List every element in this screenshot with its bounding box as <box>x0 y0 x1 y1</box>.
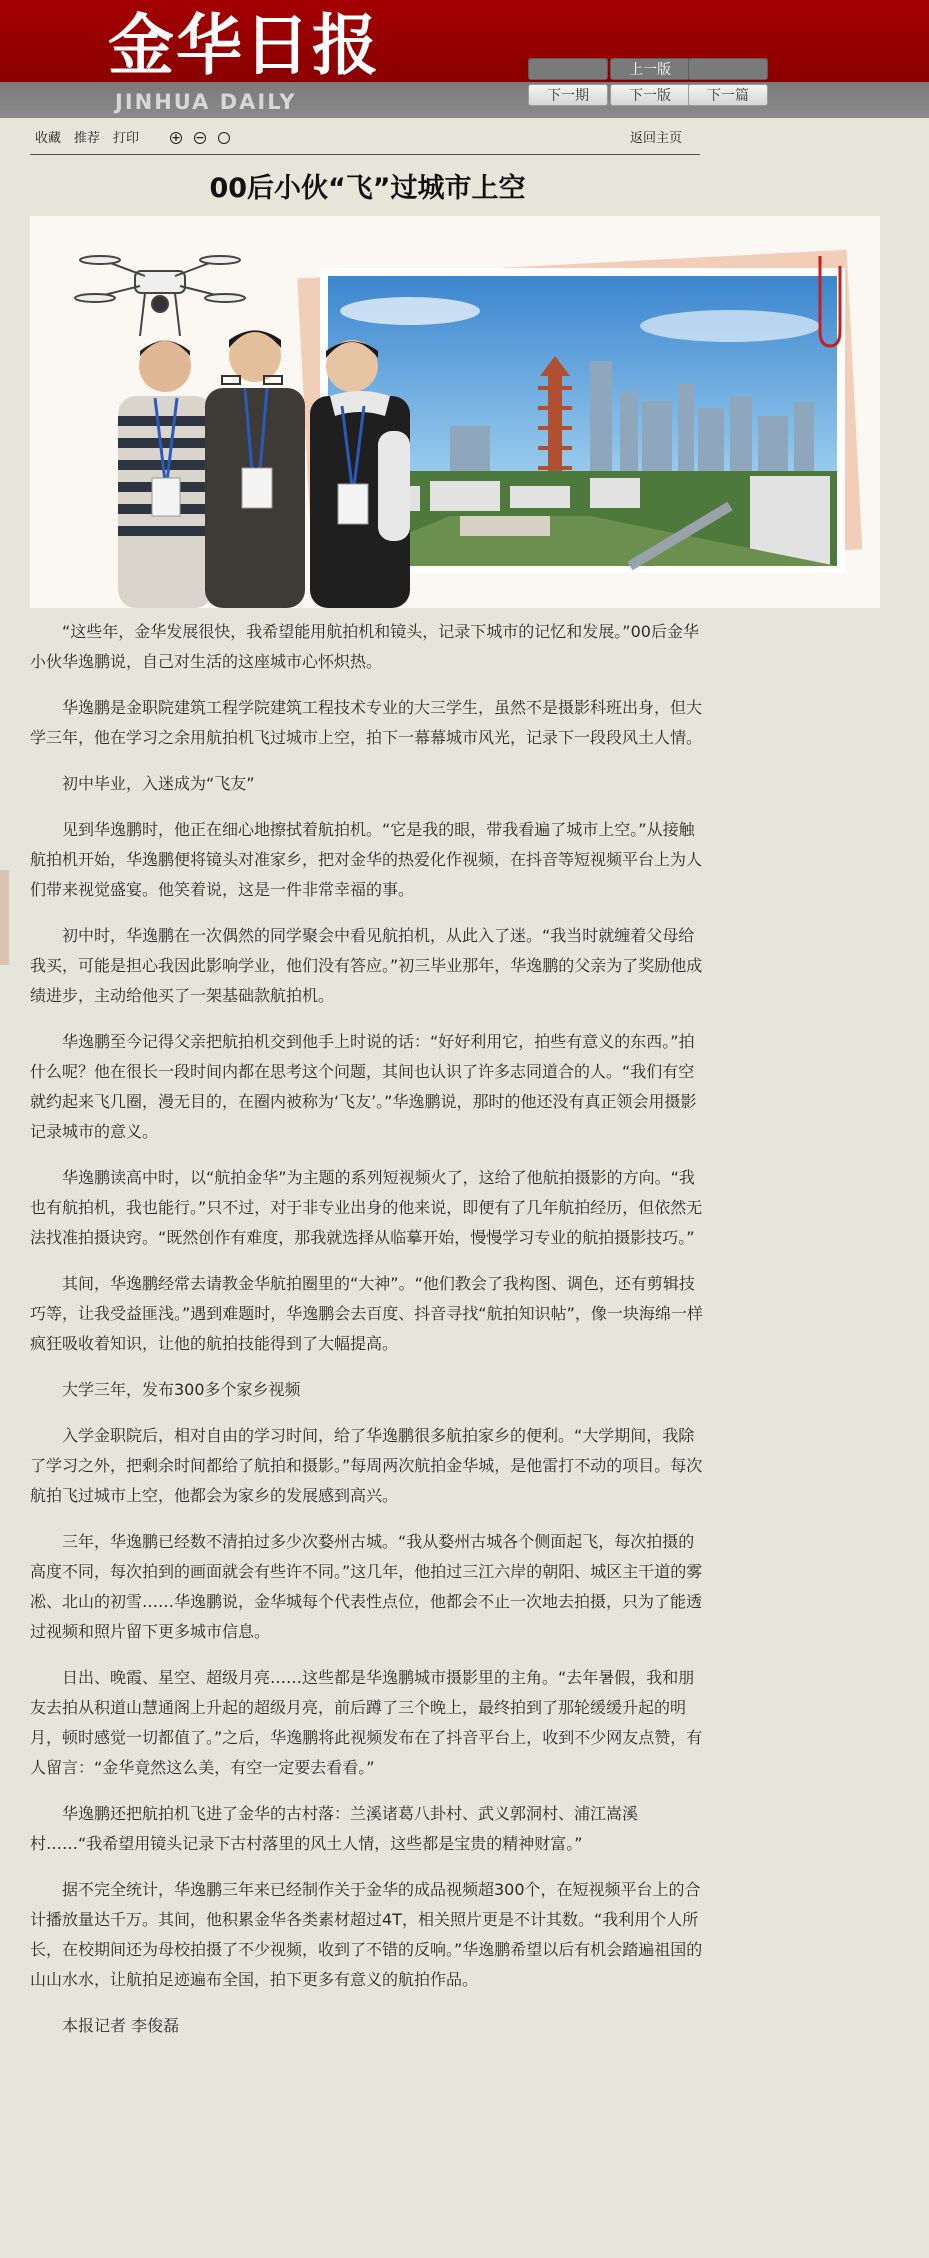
article-paragraph: 华逸鹏还把航拍机飞进了金华的古村落：兰溪诸葛八卦村、武义郭洞村、浦江嵩溪村……“我希望用镜头记录下古村落里的风土人情，这些都是宝贵的精神财富。” <box>30 1804 639 1853</box>
article-paragraph: 华逸鹏至今记得父亲把航拍机交到他手上时说的话：“好好利用它，拍些有意义的东西。”拍什么呢？他在很长一段时间内都在思考这个问题，其间也认识了许多志同道合的人。“我们有空就约起来飞几圈，漫无目的，在圈内被称为‘飞友’。”华逸鹏说，那时的他还没有真正领会用摄影记录城市的意义。 <box>30 1032 697 1141</box>
article-paragraph: 华逸鹏读高中时，以“航拍金华”为主题的系列短视频火了，这给了他航拍摄影的方向。“我也有航拍机，我也能行。”只不过，对于非专业出身的他来说，即便有了几年航拍经历，但依然无法找准拍摄诀窍。“既然创作有难度，那我就选择从临摹开始，慢慢学习专业的航拍摄影技巧。” <box>30 1168 703 1247</box>
recommend-link[interactable]: 推荐 <box>74 131 101 146</box>
article-paragraph: 华逸鹏是金职院建筑工程学院建筑工程技术专业的大三学生，虽然不是摄影科班出身，但大学三年，他在学习之余用航拍机飞过城市上空，拍下一幕幕城市风光，记录下一段段风土人情。 <box>30 698 703 747</box>
side-tab[interactable] <box>0 870 9 965</box>
favorite-link[interactable]: 收藏 <box>35 131 62 146</box>
article-paragraph: 入学金职院后，相对自由的学习时间，给了华逸鹏很多航拍家乡的便利。“大学期间，我除了学习之外，把剩余时间都给了航拍和摄影。”每周两次航拍金华城，是他雷打不动的项目。每次航拍飞过城市上空，他都会为家乡的发展感到高兴。 <box>30 1426 703 1505</box>
article-paragraph: 据不完全统计，华逸鹏三年来已经制作关于金华的成品视频超300个，在短视频平台上的合计播放量达千万。其间，他积累金华各类素材超过4T，相关照片更是不计其数。“我利用个人所长，在校期间还为母校拍摄了不少视频，收到了不错的反响。”华逸鹏希望以后有机会踏遍祖国的山山水水，让航拍足迹遍布全国，拍下更多有意义的航拍作品。 <box>30 1880 703 1989</box>
article-title: 00后小伙“飞”过城市上空 <box>209 173 526 204</box>
article-byline: 本报记者 李俊磊 <box>62 2016 180 2035</box>
next-article-button[interactable]: 下一篇 <box>688 84 768 106</box>
article-toolbar <box>30 128 700 155</box>
article-subheading: 大学三年，发布300多个家乡视频 <box>62 1380 301 1399</box>
article-subheading: 初中毕业，入迷成为“飞友” <box>62 774 255 793</box>
article-photo <box>30 216 880 608</box>
next-page-button[interactable]: 下一版 <box>610 84 690 106</box>
article-paragraph: 日出、晚霞、星空、超级月亮……这些都是华逸鹏城市摄影里的主角。“去年暑假，我和朋友去拍从积道山慧通阁上升起的超级月亮，前后蹲了三个晚上，最终拍到了那轮缓缓升起的明月，顿时感觉一切都值了。”之后，华逸鹏将此视频发布在了抖音平台上，收到不少网友点赞，有人留言：“金华竟然这么美，有空一定要去看看。” <box>30 1668 703 1777</box>
article-paragraph: 初中时，华逸鹏在一次偶然的同学聚会中看见航拍机，从此入了迷。“我当时就缠着父母给我买，可能是担心我因此影响学业，他们没有答应。”初三毕业那年，华逸鹏的父亲为了奖励他成绩进步，主动给他买了一架基础款航拍机。 <box>30 926 703 1005</box>
back-home-link[interactable]: 返回主页 <box>630 131 683 146</box>
nav-blank-left <box>528 58 608 80</box>
article-paragraph: 三年，华逸鹏已经数不清拍过多少次婺州古城。“我从婺州古城各个侧面起飞，每次拍摄的高度不同，每次拍到的画面就会有些许不同。”这几年，他拍过三江六岸的朝阳、城区主干道的雾凇、北山的初雪……华逸鹏说，金华城每个代表性点位，他都会不止一次地去拍摄，只为了能透过视频和照片留下更多城市信息。 <box>30 1532 703 1641</box>
prev-page-button[interactable]: 上一版 <box>610 58 690 80</box>
article-paragraph: “这些年，金华发展很快，我希望能用航拍机和镜头，记录下城市的记忆和发展。”00后金华小伙华逸鹏说，自己对生活的这座城市心怀炽热。 <box>30 622 699 671</box>
article-body <box>30 617 705 2057</box>
next-issue-button[interactable]: 下一期 <box>528 84 608 106</box>
nav-blank-right <box>688 58 768 80</box>
article-paragraph: 其间，华逸鹏经常去请教金华航拍圈里的“大神”。“他们教会了我构图、调色，还有剪辑技巧等，让我受益匪浅。”遇到难题时，华逸鹏会去百度、抖音寻找“航拍知识帖”，像一块海绵一样疯狂吸收着知识，让他的航拍技能得到了大幅提高。 <box>30 1274 703 1353</box>
zoom-out-icon[interactable]: − <box>195 131 205 144</box>
newspaper-logo: 金华日报 <box>108 6 380 84</box>
reset-zoom-icon[interactable] <box>218 132 230 144</box>
print-link[interactable]: 打印 <box>113 131 140 146</box>
masthead <box>0 0 929 118</box>
zoom-in-icon[interactable]: + <box>171 131 181 144</box>
article-paragraph: 见到华逸鹏时，他正在细心地擦拭着航拍机。“它是我的眼，带我看遍了城市上空。”从接触航拍机开始，华逸鹏便将镜头对准家乡，把对金华的热爱化作视频，在抖音等短视频平台上为人们带来视觉盛宴。他笑着说，这是一件非常幸福的事。 <box>30 820 703 899</box>
newspaper-logo-english: JINHUA DAILY <box>115 90 297 114</box>
